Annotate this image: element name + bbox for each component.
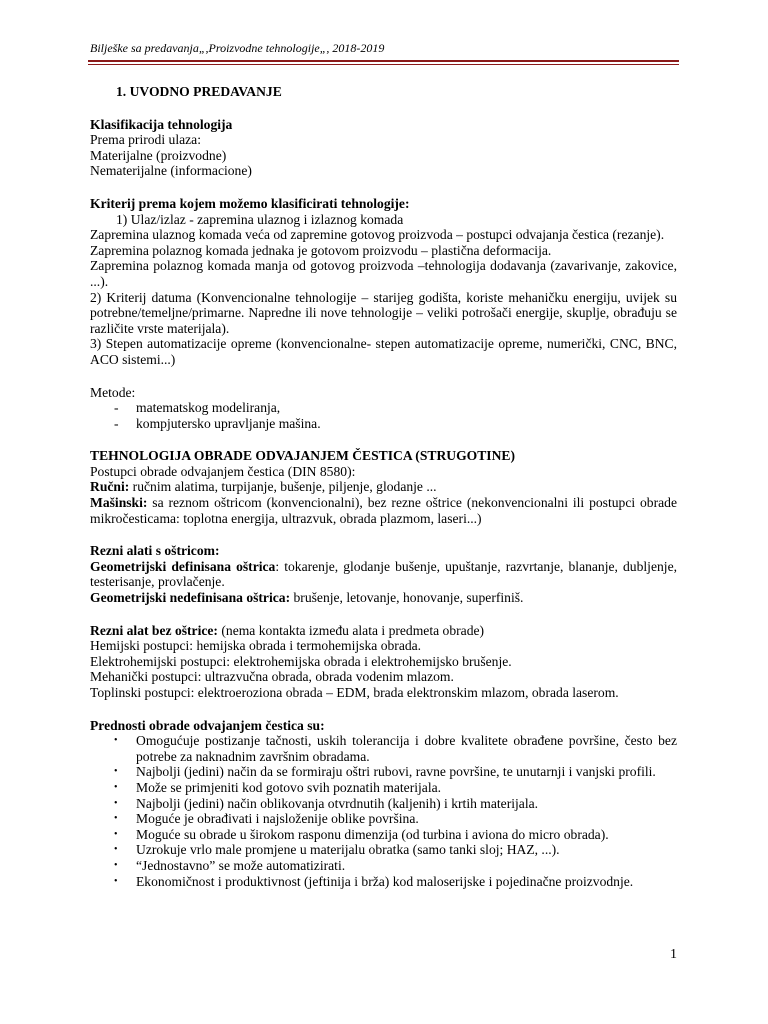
document-body [90,84,677,889]
bullet-marker: • [114,844,118,856]
prednosti-heading: Prednosti obrade odvajanjem čestica su: [90,717,325,733]
list-item: - kompjutersko upravljanje mašina. [114,415,321,431]
list-item: • “Jednostavno” se može automatizirati. [114,857,346,873]
bullet-marker: • [114,781,118,793]
kriterij-heading: Kriterij prema kojem možemo klasificirati tehnologije: [90,195,410,211]
klasifikacija-line: Materijalne (proizvodne) [90,147,227,163]
dash-marker: - [114,415,119,431]
rezni-bez-line: Hemijski postupci: hemijska obrada i termohemijska obrada. [90,638,422,654]
list-item: • Omogućuje postizanje tačnosti, uskih tolerancija i dobre kvalitete obrađene površine, često bez potrebe za naknadnim završnim obradama. [114,733,677,764]
bullet-marker: • [114,766,118,778]
metode-heading: Metode: [90,384,136,400]
rucni-paragraph: Ručni: ručnim alatima, turpijanje, bušenje, piljenje, glodanje ... [90,479,437,495]
list-item: • Uzrokuje vrlo male promjene u materijalu obratka (samo tanki sloj; HAZ, ...). [114,842,560,858]
rezni-bez-heading: Rezni alat bez oštrice: (nema kontakta između alata i predmeta obrade) [90,622,485,638]
list-item: • Može se primjeniti kod gotovo svih poznatih materijala. [114,779,442,795]
kriterij-paragraph: Zapremina polaznog komada jednaka je gotovom proizvodu – plastična deformacija. [90,242,552,258]
kriterij-paragraph: 3) Stepen automatizacije opreme (konvencionalne- stepen automatizacije opreme, numerički, CNC, BNC, ACO sistemi...) [90,336,677,367]
klasifikacija-line: Prema prirodi ulaza: [90,132,201,148]
rezni-bez-line: Elektrohemijski postupci: elektrohemijska obrada i elektrohemijsko brušenje. [90,653,512,669]
tehnologija-line: Postupci obrade odvajanjem čestica (DIN 8580): [90,463,356,479]
bullet-marker: • [114,797,118,809]
masinski-paragraph: Mašinski: sa reznom oštricom (konvencionalni), bez rezne oštrice (nekonvencionalni ili postupci obrade mikročesticama: toplotna energija, ultrazvuk, obrada plazmom, laseri...) [90,495,677,526]
metode-list [90,400,677,431]
list-item: • Najbolji (jedini) način oblikovanja otvrdnutih (kaljenih) i krtih materijala. [114,795,539,811]
list-item: • Moguće su obrade u širokom rasponu dimenzija (od turbina i aviona do micro obrada). [114,826,609,842]
section-title: 1. UVODNO PREDAVANJE [116,84,282,99]
page-number: 1 [670,947,677,962]
klasifikacija-line: Nematerijalne (informacione) [90,163,252,179]
geometrijski-nedefinisana: Geometrijski nedefinisana oštrica: brušenje, letovanje, honovanje, superfiniš. [90,590,524,606]
bullet-marker: • [114,875,118,887]
rezni-bez-line: Mehanički postupci: ultrazvučna obrada, obrada vodenim mlazom. [90,669,454,685]
kriterij-paragraph: Zapremina ulaznog komada veća od zapremine gotovog proizvoda – postupci odvajanja čestica (rezanje). [90,227,665,243]
bullet-marker: • [114,735,118,747]
page-header: Bilješke sa predavanja„,Proizvodne tehnologije„, 2018-2019 [90,41,385,55]
rezni-bez-line: Toplinski postupci: elektroeroziona obrada – EDM, brada elektronskim mlazom, obrada laserom. [90,685,619,700]
klasifikacija-heading: Klasifikacija tehnologija [90,116,233,132]
bullet-marker: • [114,859,118,871]
rezni-s-heading: Rezni alati s oštricom: [90,543,220,559]
geometrijski-definisana: Geometrijski definisana oštrica: tokarenje, glodanje bušenje, upuštanje, razvrtanje, blananje, dubljenje, testerisanje, provlačenje. [90,558,677,590]
list-item: • Najbolji (jedini) način da se formiraju oštri rubovi, ravne površine, te unutarnji i vanjski profili. [114,764,656,780]
header-rule-thick [88,60,679,62]
dash-marker: - [114,400,119,416]
kriterij-paragraph: 2) Kriterij datuma (Konvencionalne tehnologije – starijeg godišta, koriste mehaničku energiju, uvijek su potrebne/temeljne/primarne. Napredne ili nove tehnologije – veliki potrošači energije, skuplje, obrađuju se različite vrste materijala). [90,289,677,336]
list-item: - matematskog modeliranja, [114,400,281,416]
tehnologija-heading: TEHNOLOGIJA OBRADE ODVAJANJEM ČESTICA (STRUGOTINE) [90,448,516,464]
list-item: • Moguće je obrađivati i najsloženije oblike površina. [114,811,419,827]
bullet-marker: • [114,813,118,825]
kriterij-paragraph: Zapremina polaznog komada manja od gotovog proizvoda –tehnologija dodavanja (zavarivanje, zakovice, ...). [90,258,677,289]
header-rule-thin [88,64,679,65]
list-item: • Ekonomičnost i produktivnost (jeftinija i brža) kod maloserijske i pojedinačne proizvodnje. [114,873,634,889]
prednosti-list [90,733,677,889]
bullet-marker: • [114,828,118,840]
kriterij-sub-1: 1) Ulaz/izlaz - zapremina ulaznog i izlaznog komada [116,211,404,227]
